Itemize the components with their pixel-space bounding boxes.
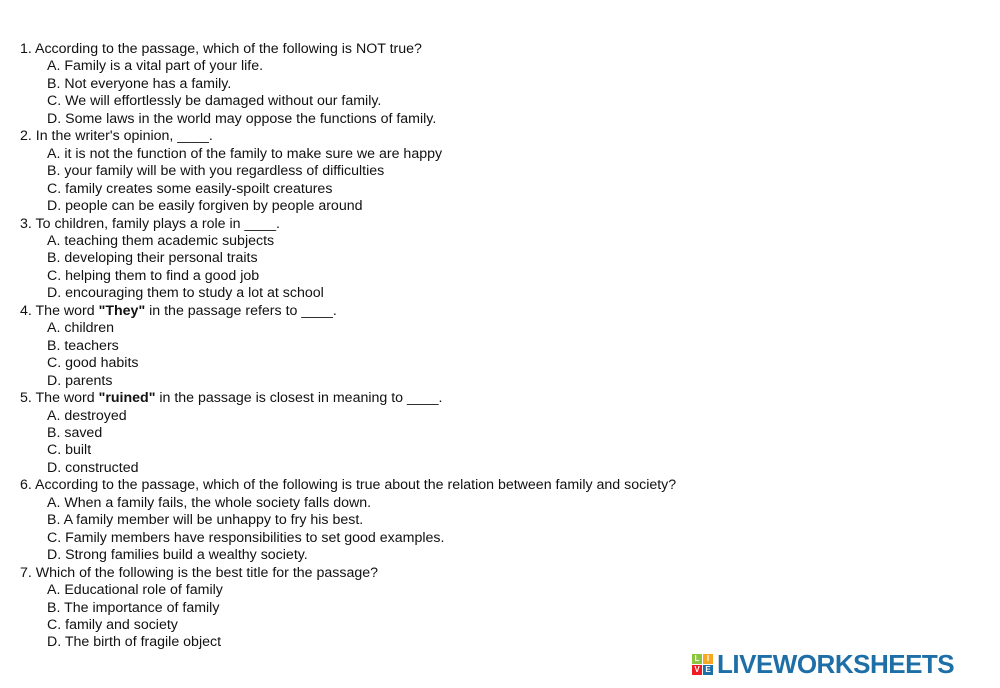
- answer-option[interactable]: B. developing their personal traits: [47, 250, 258, 267]
- question-stem: [20, 565, 980, 582]
- answer-option[interactable]: A. teaching them academic subjects: [47, 232, 275, 249]
- answer-option[interactable]: A. children: [47, 320, 115, 337]
- answer-option[interactable]: C. family and society: [47, 616, 178, 633]
- answer-option[interactable]: B. your family will be with you regardless of difficulties: [47, 163, 385, 180]
- stem-text: 7. Which of the following is the best title for the passage?: [20, 564, 379, 581]
- answer-option[interactable]: C. helping them to find a good job: [47, 267, 260, 284]
- question-stem: [20, 41, 980, 58]
- stem-keyword: "They": [98, 302, 146, 319]
- answer-option[interactable]: A. Educational role of family: [47, 582, 223, 599]
- answer-option[interactable]: B. Not everyone has a family.: [47, 75, 232, 92]
- logo-mark-cell: I: [703, 654, 713, 664]
- answer-option[interactable]: C. built: [47, 442, 92, 459]
- question-stem: [20, 303, 980, 320]
- answer-option[interactable]: C. family creates some easily-spoilt creatures: [47, 180, 333, 197]
- question-1: [20, 41, 980, 128]
- answer-option[interactable]: D. people can be easily forgiven by people around: [47, 198, 363, 215]
- answer-option[interactable]: B. The importance of family: [47, 599, 220, 616]
- question-3: [20, 216, 980, 303]
- question-stem: [20, 390, 980, 407]
- answer-option[interactable]: D. Some laws in the world may oppose the functions of family.: [47, 110, 437, 127]
- answer-option[interactable]: D. constructed: [47, 459, 139, 476]
- answer-option[interactable]: D. encouraging them to study a lot at school: [47, 285, 324, 302]
- question-4: [20, 303, 980, 390]
- question-stem: [20, 477, 980, 494]
- stem-text: 3. To children, family plays a role in ____.: [20, 215, 280, 232]
- stem-text: 1. According to the passage, which of the following is NOT true?: [20, 41, 422, 57]
- question-6: [20, 477, 980, 564]
- question-7: [20, 565, 980, 652]
- stem-text: 5. The word: [20, 390, 99, 407]
- answer-option[interactable]: C. good habits: [47, 355, 139, 372]
- question-5: [20, 390, 980, 477]
- answer-option[interactable]: D. parents: [47, 372, 113, 389]
- answer-option[interactable]: A. destroyed: [47, 407, 127, 424]
- logo-mark-icon: [692, 654, 713, 675]
- stem-text: 4. The word: [20, 302, 99, 319]
- answer-option[interactable]: C. Family members have responsibilities to set good examples.: [47, 529, 445, 546]
- question-stem: [20, 216, 980, 233]
- liveworksheets-logo[interactable]: [692, 650, 954, 678]
- question-2: [20, 128, 980, 215]
- stem-text: 2. In the writer's opinion, ____.: [20, 128, 213, 145]
- logo-mark-cell: L: [692, 654, 702, 664]
- answer-option[interactable]: B. saved: [47, 424, 103, 441]
- stem-text: in the passage is closest in meaning to ____.: [155, 390, 443, 407]
- stem-text: in the passage refers to ____.: [145, 302, 337, 319]
- question-stem: [20, 128, 980, 145]
- worksheet: [20, 41, 980, 652]
- logo-text: LIVEWORKSHEETS: [717, 648, 955, 679]
- answer-option[interactable]: C. We will effortlessly be damaged without our family.: [47, 93, 382, 110]
- answer-option[interactable]: B. A family member will be unhappy to fry his best.: [47, 512, 364, 529]
- logo-mark-cell: V: [692, 665, 702, 675]
- answer-option[interactable]: D. The birth of fragile object: [47, 634, 222, 651]
- answer-option[interactable]: B. teachers: [47, 337, 119, 354]
- answer-option[interactable]: D. Strong families build a wealthy society.: [47, 547, 308, 564]
- stem-keyword: "ruined": [98, 390, 156, 407]
- stem-text: 6. According to the passage, which of the following is true about the relation between family and society?: [20, 477, 677, 494]
- answer-option[interactable]: A. When a family fails, the whole society falls down.: [47, 494, 372, 511]
- logo-mark-cell: E: [703, 665, 713, 675]
- answer-option[interactable]: A. Family is a vital part of your life.: [47, 58, 264, 75]
- answer-option[interactable]: A. it is not the function of the family to make sure we are happy: [47, 145, 443, 162]
